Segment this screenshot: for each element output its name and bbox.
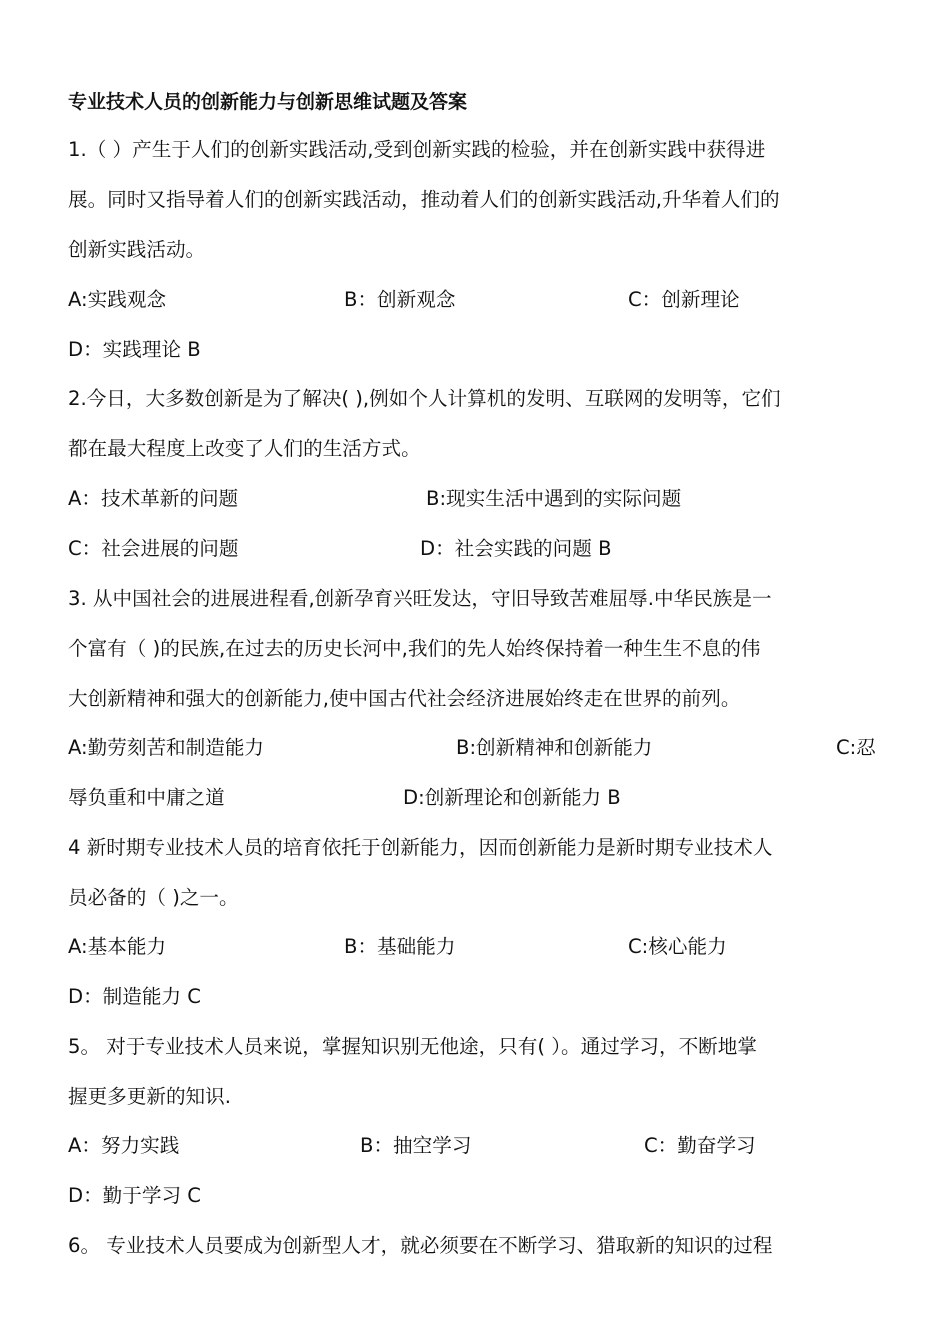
question-3-line-1: 3. 从中国社会的进展进程看,创新孕育兴旺发达，守旧导致苦难屈辱.中华民族是一: [68, 587, 772, 610]
document-title: 专业技术人员的创新能力与创新思维试题及答案: [68, 91, 468, 113]
question-2-line-2: 都在最大程度上改变了人们的生活方式。: [68, 437, 421, 460]
question-4-option-a: A:基本能力: [68, 935, 167, 958]
question-5-line-1: 5。 对于专业技术人员来说，掌握知识别无他途，只有( ）。通过学习，不断地掌: [68, 1035, 757, 1058]
question-1-line-1: 1.（ ）产生于人们的创新实践活动,受到创新实践的检验，并在创新实践中获得进: [68, 138, 766, 161]
question-1-option-a: A:实践观念: [68, 288, 167, 311]
question-3-option-d-answer: D:创新理论和创新能力 B: [403, 786, 621, 809]
question-5-answer-row: [0, 1180, 950, 1212]
question-5-option-b: B：抽空学习: [360, 1134, 472, 1157]
question-3-options-row-2: [0, 782, 950, 814]
question-3-option-c-end: 辱负重和中庸之道: [68, 786, 225, 809]
question-5-options-row: [0, 1130, 950, 1162]
question-6-line-1: 6。 专业技术人员要成为创新型人才，就必须要在不断学习、猎取新的知识的过程: [68, 1234, 773, 1257]
question-5-option-d-answer: D：勤于学习 C: [68, 1184, 201, 1207]
question-1-option-c: C：创新理论: [628, 288, 740, 311]
question-5-option-a: A：努力实践: [68, 1134, 180, 1157]
question-4-option-b: B：基础能力: [344, 935, 456, 958]
question-4-line-1: 4 新时期专业技术人员的培育依托于创新能力，因而创新能力是新时期专业技术人: [68, 836, 773, 859]
question-4-line-2: 员必备的（ )之一。: [68, 886, 239, 909]
question-4-options-row: [0, 931, 950, 963]
question-3-option-a: A:勤劳刻苦和制造能力: [68, 736, 265, 759]
question-2-options-row: [0, 483, 950, 515]
question-2-option-a: A：技术革新的问题: [68, 487, 239, 510]
question-3-option-c-start: C:忍: [836, 736, 876, 759]
question-3-line-2: 个富有（ )的民族,在过去的历史长河中,我们的先人始终保持着一种生生不息的伟: [68, 637, 761, 660]
question-1-line-3: 创新实践活动。: [68, 238, 206, 261]
question-4-option-d-answer: D：制造能力 C: [68, 985, 201, 1008]
question-4-option-c: C:核心能力: [628, 935, 727, 958]
question-1-answer-row: [0, 334, 950, 366]
question-1-options-row: [0, 284, 950, 316]
question-4-answer-row: [0, 981, 950, 1013]
question-3-option-b: B:创新精神和创新能力: [456, 736, 653, 759]
question-2-option-b: B:现实生活中遇到的实际问题: [426, 487, 682, 510]
question-2-option-c: C：社会进展的问题: [68, 537, 239, 560]
question-1-option-b: B：创新观念: [344, 288, 456, 311]
question-5-line-2: 握更多更新的知识.: [68, 1085, 231, 1108]
question-2-line-1: 2.今日，大多数创新是为了解决( ),例如个人计算机的发明、互联网的发明等，它们: [68, 387, 781, 410]
question-3-line-3: 大创新精神和强大的创新能力,使中国古代社会经济进展始终走在世界的前列。: [68, 687, 741, 710]
question-1-line-2: 展。同时又指导着人们的创新实践活动，推动着人们的创新实践活动,升华着人们的: [68, 188, 780, 211]
question-5-option-c: C：勤奋学习: [644, 1134, 756, 1157]
question-2-option-d-answer: D：社会实践的问题 B: [420, 537, 612, 560]
question-3-options-row: [0, 732, 950, 764]
question-1-option-d-answer: D：实践理论 B: [68, 338, 201, 361]
question-2-options-row-2: [0, 533, 950, 565]
